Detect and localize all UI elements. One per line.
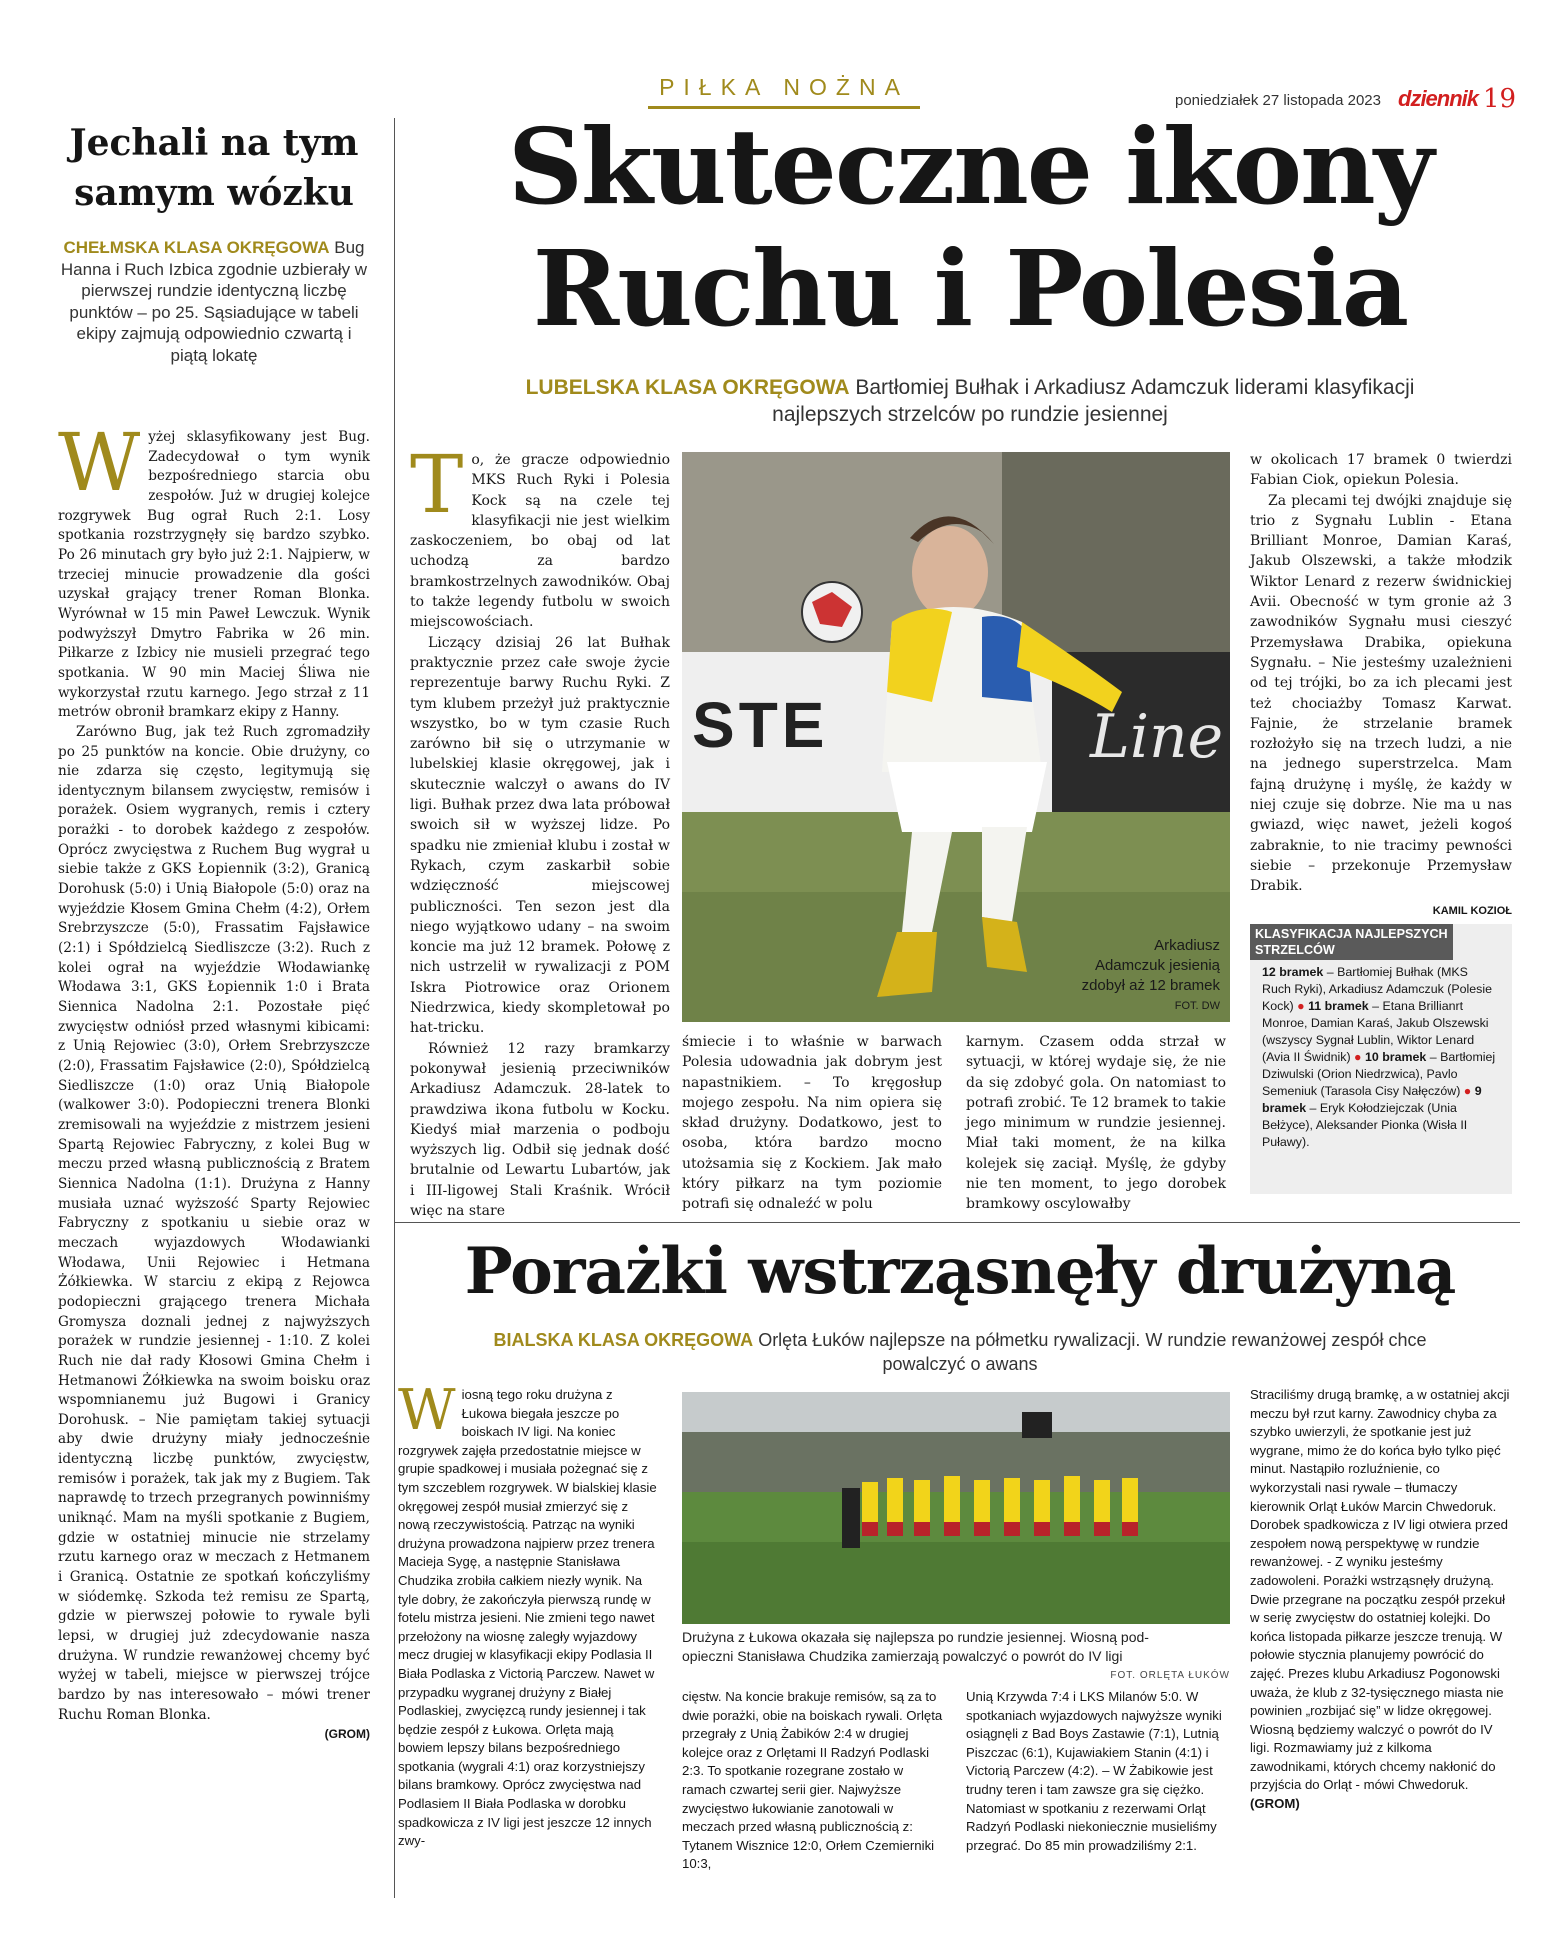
issue-date: poniedziałek 27 listopada 2023 [1175, 92, 1381, 109]
main-lead-line-1: Bartłomiej Bułhak i Arkadiusz Adamczuk liderami klasyfikacji [855, 376, 1415, 399]
left-article-title: Jechali na tym samym wózku [69, 122, 359, 214]
dropcap: W [398, 1378, 456, 1443]
paragraph: Również 12 razy bramkarzy pokonywał jesienią przeciwników Arkadiusz Adamczuk. 28-latek to prawdziwa ikona futbolu w Kocku. Kiedyś miał marzenia o podboju wyższych lig. Odbił się jednak dość brutalnie od Lewartu Lubartów, jak i III-ligowej Stali Kraśnik. Wrócił więc na stare [410, 1040, 670, 1219]
headline-line-2: Ruchu i Polesia [532, 227, 1408, 350]
byline: KAMIL KOZIOŁ [1432, 904, 1512, 917]
main-lead-line-2: najlepszych strzelców po rundzie jesiennej [772, 403, 1168, 426]
left-article-lead-text: Bug Hanna i Ruch Izbica zgodnie uzbierały w pierwszej rundzie identyczną liczbę punktów – po 25. Sąsiadujące w tabeli ekipy zajmują odpowiednio czwartą i piątą lokatę [60, 238, 368, 365]
caption-line: Drużyna z Łukowa okazała się najlepsza po rundzie jesiennej. Wiosną pod- [682, 1629, 1149, 1645]
paragraph: cięstw. Na koncie brakuje remisów, są za to dwie porażki, obie na boiskach rywali. Orlęta przegrały z Unią Żabików 2:4 w drugiej kolejce oraz z Orlętami II Radzyń Podlaski 2:3. To spotkanie rozegrane zostało w ramach czwartej serii gier. Najwyższe zwycięstwo łukowianie zanotowali w meczach przed własną publicznością z: Tytanem Wisznice 12:0, Orłem Czemierniki 10:3, [682, 1689, 943, 1872]
team-photo-caption [682, 1628, 1230, 1685]
caption-line: Arkadiusz [1154, 937, 1220, 954]
dropcap: T [410, 438, 464, 531]
bottom-lead [400, 1328, 1520, 1376]
ranking-goals: 9 bramek [1262, 1084, 1482, 1115]
scorers-box [1250, 924, 1512, 1194]
bottom-lead-line-2: powalczyć o awans [882, 1354, 1038, 1374]
bottom-headline: Porażki wstrząsnęły drużyną [464, 1234, 1456, 1309]
ranking-goals: 12 bramek [1262, 965, 1324, 979]
ranking-text: – Etana Brillianrt Monroe, Damian Karaś, Jakub Olszewski (wszyscy Sygnał Lublin, Wiktor Lenard (Avia II Świdnik) [1262, 999, 1489, 1064]
caption-line: opieczni Stanisława Chudzika zamierzają powalczyć o powrót do IV ligi [682, 1648, 1123, 1664]
ranking-text: – Bartłomiej Dziwulski (Orion Niedrzwica), Pavlo Semeniuk (Tarasola Cisy Nałęczów) [1262, 1050, 1496, 1098]
scorers-box-title [1250, 924, 1453, 960]
ranking-text: – Eryk Kołodziejczak (Unia Bełżyce), Aleksander Pionka (Wisła II Puławy). [1262, 1101, 1468, 1149]
paragraph [1250, 1386, 1512, 1814]
main-kicker: LUBELSKA KLASA OKRĘGOWA [525, 376, 850, 399]
scorers-box-title-line: STRZELCÓW [1255, 943, 1335, 957]
bottom-col-2 [682, 1688, 944, 1874]
left-article-kicker: CHEŁMSKA KLASA OKRĘGOWA [63, 238, 330, 257]
photo-caption [1082, 936, 1220, 1016]
paragraph: yżej sklasyfikowany jest Bug. Zadecydował o tym wynik bezpośredniego starcia obu zespołów. Już w drugiej kolejce rozgrywek Bug ograł Ruch 2:1. Losy spotkania rozstrzygnęły się bardzo szybko. Po 26 minutach gry było już 2:1. Najpierw, w trzeciej minucie prowadzenie dla gości uzyskał grający trener Roman Blonka. Wyrównał w 15 min Paweł Lewczuk. Wynik podwyższył Dmytro Fabrika w 26 min. Piłkarze z Izbicy nie musieli przegrać tego spotkania. W 90 min Maciej Śliwa nie wykorzystał rzutu karnego. Jego strzał z 11 metrów obronił bramkarz ekipy z Hanny. [58, 429, 370, 721]
byline: (GROM) [324, 1727, 370, 1742]
scorers-box-title-line: KLASYFIKACJA NAJLEPSZYCH [1255, 927, 1448, 941]
player-photo [682, 452, 1230, 1022]
paragraph: Liczący dzisiaj 26 lat Bułhak praktycznie przez całe swoje życie reprezentuje barwy Ruchu Ryki. Z tym klubem przeżył już praktycznie wszystko, bo w tym czasie Ruch zarówno bił się o utrzymanie w lubelskiej klasie okręgowej, jak i skutecznie walczył o awans do IV ligi. Bułhak przez dwa lata próbował swoich sił w wyższej lidze. Po spadku nie zmieniał klubu i został w Rykach, czym zaskarbił sobie wdzięczność miejscowej publiczności. Ten sezon jest dla niego wyjątkowo udany – na swoim koncie ma już 12 bramek. Połowę z nich ustrzelił w rywalizacji z POM Iskra Piotrowice oraz Orionem Niedrzwica, kiedy skompletował po hat-tricku. [410, 634, 670, 1037]
bottom-kicker: BIALSKA KLASA OKRĘGOWA [493, 1330, 754, 1350]
bullet-icon: ● [1463, 1084, 1472, 1098]
team-photo-illustration [682, 1392, 1230, 1624]
paragraph: Unią Krzywda 7:4 i LKS Milanów 5:0. W spotkaniach wyjazdowych najwyższe wyniki osiągnęli z Bad Boys Zastawie (7:1), Lutnią Piszczac (6:1), Kujawiakiem Stanin (4:1) i Victorią Parczew (4:2). – W Żabikowie jest trudny teren i tam zawsze gra się ciężko. Natomiast w spotkaniu z rezerwami Orląt Radzyń Podlaski niekoniecznie musieliśmy przegrać. Do 85 min prowadziliśmy 2:1. [966, 1689, 1222, 1853]
bottom-col-1 [398, 1378, 660, 1851]
headline-line-1: Skuteczne ikony [507, 105, 1433, 228]
caption-line: zdobył aż 12 bramek [1081, 977, 1220, 994]
left-article-lead [58, 237, 370, 366]
paragraph: iosną tego roku drużyna z Łukowa biegała jeszcze po boiskach IV ligi. Na koniec rozgrywek zajęła przedostatnie miejsce w grupie spadkowej i musiała pożegnać się z tym szczeblem rozgrywek. W bialskiej klasie okręgowej zespół musiał zmierzyć się z nową rzeczywistością. Patrząc na wyniki drużyna prowadzona najpierw przez trenera Macieja Sygę, a następnie Stanisława Chudzika zrobiła całkiem niezły wynik. Na tyle dobry, że zakończyła pierwszą rundę w fotelu mistrza jesieni. Nie zmieni tego nawet przełożony na wiosnę zaległy wyjazdowy mecz drugiej w klasyfikacji ekipy Podlasia II Biała Podlaska z Victorią Parczew. Nawet w przypadku wygranej drużyny z Białej Podlaskiej, zwycięzcą rundy jesiennej i tak będzie zespół z Łukowa. Orlęta mają bowiem lepszy bilans bezpośredniego spotkania (wygrali 4:1) oraz korzystniejszy bilans bramkowy. Oprócz zwycięstwa nad Podlasiem II Biała Podlaska w dorobku spadkowicza z IV ligi jest jeszcze 12 innych zwy- [398, 1387, 657, 1849]
main-col-4 [1250, 450, 1512, 921]
main-col-3 [966, 1032, 1226, 1215]
paragraph-text: Straciliśmy drugą bramkę, a w ostatniej akcji meczu był rzut karny. Zawodnicy chyba za szybko uwierzyli, że spotkanie jest już wygrane, mimo że do końca było tylko pięć minut. Nastąpiło rozluźnienie, co wykorzystali nasi rywale – tłumaczy kierownik Orląt Łuków Marcin Chwedoruk. Dorobek spadkowicza z IV ligi otwiera przed zespołem nową perspektywę w rundzie rewanżowej. - Z wyniku jesteśmy zadowoleni. Porażki wstrząsnęły drużyną. Dwie przegrane na początku zespół przekuł w serię zwycięstw do ostatniej kolejki. Do końca listopada piłkarze jeszcze trenują. W połowie stycznia planujemy powrócić do zajęć. Prezes klubu Arkadiusz Pogonowski uważa, że klub z 32-tysięcznego miasta nie powinien „rozbijać się” w lidze okręgowej. Wiosną będziemy walczyć o powrót do IV ligi. Rozmawiamy już z kilkoma zawodnikami, których chcemy nakłonić do przyjścia do Orląt - mówi Chwedoruk. [1250, 1387, 1510, 1793]
ranking-text: – Bartłomiej Bułhak (MKS Ruch Ryki), Arkadiusz Adamczuk (Polesie Kock) [1262, 965, 1493, 1013]
paragraph: karnym. Czasem odda strzał w sytuacji, w której wydaje się, że nie da się zdobyć gola. On natomiast to potrafi zrobić. Te 12 bramek to takie jego minimum w rundzie jesiennej. Miał taki moment, że na kilka kolejek się zaciął. Myślę, że gdyby nie ten moment, to jego dorobek bramkowy oscylowałby [966, 1034, 1226, 1213]
paragraph: Zarówno Bug, jak też Ruch zgromadziły po 25 punktów na koncie. Obie drużyny, co nie zdarza się często, legitymują się identycznym bilansem zwycięstw, remisów i porażek. Osiem wygranych, remis i cztery porażki - to dorobek każdego z zespołów. Oprócz zwycięstwa z Ruchem Bug wygrał u siebie także z GKS Łopiennik (3:2), Granicą Dorohusk (5:0) i Unią Białopole (5:0) oraz na wyjeździe Kłosem Gmina Chełm (4:2), Orłem Srebrzyszcze (5:0), Frassatim Fajsławice (2:1) i Spółdzielcą Siedliszcze (3:2). Ruch z kolei ograł na wyjeździe Włodawiankę Włodawa 3:1, GKS Łopiennik 1:0 i Brata Siennica Nadolna 2:1. Pozostałe pięć zwycięstw odniósł przed własnymi kibicami: z Unią Rejowiec (3:0), Orłem Srebrzyszcze (2:0), Frassatim Fajsławice (2:0), Spółdzielcą Siedliszcze (1:0) oraz Unią Białopole (walkower 3:0). Podopieczni trenera Blonki zremisowali na wyjeździe z mistrzem jesieni Spartą Rejowiec Fabryczny, z kolei Bug w meczu przed własną publicznością z Bratem Siennica Nadolna (1:1). Drużyna z Hanny musiała uznać wyższość Sparty Rejowiec Fabryczny z spotkaniu u siebie oraz w meczach wyjazdowych Włodawianki Włodawa, Unii Rejowiec i Hetmana Żółkiewka. W starciu z ekipą z Rejowca podopieczni grającego trenera Michała Gromysza doznali jednej z najwyższych porażek w rundzie jesiennej - 1:10. Z kolei Ruch nie dał rady Kłosowi Gmina Chełm i Hetmanowi Żółkiewka na swoim boisku oraz wspomnianemu już Bugowi i Granicy Dorohusk. – Nie pamiętam takiej sytuacji aby dwie drużyny miały jednocześnie identyczną liczbę punktów, zwycięstw, remisów i porażek, tak jak my z Bugiem. Tak naprawdę to trzech przegranych powinniśmy uniknąć. Mam na myśli spotkanie z Bugiem, gdzie w ostatniej minucie nie strzelamy rzutu karnego oraz w meczach z Hetmanem i Granicą. Ostatnie ze spotkań kończyliśmy w siódemkę. Szkoda też remisu ze Spartą, gdzie w pierwszej połowie to rywale byli lepsi, w drugiej już zdecydowanie nasza drużyna. W rundzie rewanżowej chcemy być wyżej w tabeli, miejsce w pierwszej trójce bardzo by nas interesowało – mówi trener Ruchu Roman Blonka. [58, 723, 370, 1723]
banner-script: Line [1090, 702, 1224, 772]
caption-line: Adamczuk jesienią [1094, 957, 1220, 974]
bullet-icon: ● [1354, 1050, 1362, 1064]
paragraph: Za plecami tej dwójki znajduje się trio z Sygnału Lublin - Etana Brilliant Monroe, Damian Karaś, Jakub Olszewski, a także młodzik Wiktor Lenard z rezerw świdnickiej Avii. Obecność w tym gronie aż 3 zawodników Sygnału musi cieszyć Przemysława Drabika, opiekuna Sygnału. – Nie jesteśmy uzależnieni od tej trójki, bo za ich plecami jest też chociażby Tomasz Karwat. Fajnie, że strzelanie bramek rozłożyło się na trzech ludzi, a nie na jednego superstrzelca. Mam fajną drużynę i myślę, że każdy w niej czuje się dobrze. Nie ma u nas gwiazd, więc nawet, jeżeli kogoś zabraknie, to nie tracimy pewności siebie – przekonuje Przemysław Drabik. [1250, 492, 1512, 895]
page-number: 19 [1483, 84, 1517, 114]
main-lead [410, 374, 1530, 428]
bullet-icon: ● [1297, 999, 1305, 1013]
brand-logo: dziennik [1398, 86, 1479, 111]
banner-text: STE [692, 689, 829, 761]
column-divider [394, 118, 395, 1898]
byline: (GROM) [1250, 1796, 1300, 1812]
photo-credit: FOT. DW [1174, 1000, 1220, 1012]
scorers-list [1250, 960, 1512, 1151]
main-col-1 [410, 438, 670, 1221]
bottom-col-3 [966, 1688, 1228, 1855]
section-divider [395, 1222, 1520, 1223]
paragraph: w okolicach 17 bramek 0 twierdzi Fabian Ciok, opiekun Polesia. [1250, 452, 1512, 489]
main-col-2 [682, 1032, 942, 1215]
bottom-col-4 [1250, 1386, 1512, 1814]
paragraph: śmiecie i to właśnie w barwach Polesia udowadnia jak dobrym jest napastnikiem. – To kręgosłup mojego zespołu. Na nim opiera się skład drużyny. Dodatkowo, jest to osoba, która bardzo mocno utożsamia się z Kockiem. Jak mało który piłkarz na tym poziomie potrafi się odnaleźć w polu [682, 1034, 942, 1213]
dropcap: W [58, 416, 141, 509]
section-label: PIŁKA NOŻNA [659, 74, 909, 100]
ranking-goals: 11 bramek [1308, 999, 1369, 1013]
bottom-lead-line-1: Orlęta Łuków najlepsze na półmetku rywalizacji. W rundzie rewanżowej zespół chce [758, 1330, 1427, 1350]
team-photo [682, 1392, 1230, 1624]
photo-credit: FOT. ORLĘTA ŁUKÓW [1110, 1670, 1230, 1681]
ranking-goals: 10 bramek [1364, 1050, 1427, 1064]
paragraph: o, że gracze odpowiednio MKS Ruch Ryki i Polesia Kock są na czele tej klasyfikacji nie jest wielkim zaskoczeniem, bo obaj od lat uchodzą za bardzo bramkostrzelnych zawodników. Obaj to także legendy futbolu w swoich miejscowościach. [410, 452, 670, 631]
left-article-body [58, 416, 370, 1745]
